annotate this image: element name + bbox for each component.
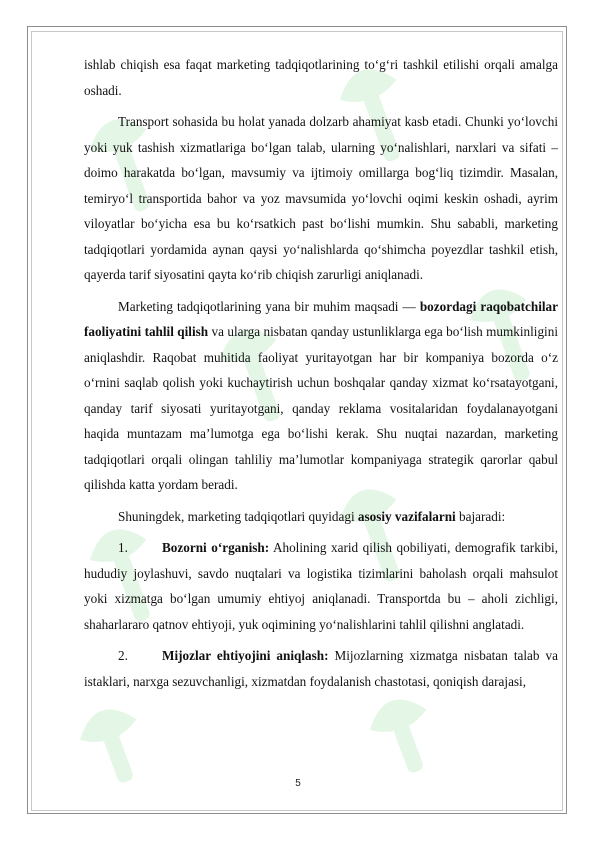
list-number: 1. [118, 540, 128, 555]
list-item-title: Bozorni o‘rganish: [162, 540, 270, 555]
list-item-2 [84, 643, 558, 694]
p3-bold: bozordagi raqobatchilar faoliyatini tahlil qilish [84, 298, 559, 339]
paragraph-3 [84, 294, 558, 498]
p4-bold: asosiy vazifalarni [357, 508, 456, 524]
list-item-text: Aholining xarid qilish qobiliyati, demografik tarkibi, hududiy joylashuvi, savdo nuqtalari va logistika tizimlarini baholash orqali mahsulot yoki xizmatga bo‘lgan umumiy ehtiyoj aniqlanadi. Transportda bu – aholi zichligi, shaharlararo qatnov ehtiyoji, yuk oqimining yo‘nalishlarini tahlil qilishni anglatadi. [84, 540, 559, 632]
p3-after: va ularga nisbatan qanday ustunliklarga ega bo‘lish mumkinligini aniqlashdir. Raqobat muhitida faoliyat yuritayotgan har bir kompaniya bozorda o‘z o‘rnini saqlab qolish yoki kuchaytirish uchun boshqalar qanday xizmat ko‘rsatayotgani, qanday tarif siyosati yuritayotgani, qanday reklama vositalaridan foydalanayotgani haqida muntazam ma’lumotga ega bo‘lishi kerak. Shu nuqtai nazardan, marketing tadqiqotlari orqali olingan tahliliy ma’lumotlar kompaniyaga strategik qarorlar qabul qilishda katta yordam beradi. [84, 324, 558, 492]
p3-before: Marketing tadqiqotlarining yana bir muhim maqsadi — [118, 298, 420, 314]
list-number: 2. [118, 648, 128, 663]
page-content [84, 52, 558, 700]
page-number: 5 [295, 778, 301, 789]
paragraph-2: Transport sohasida bu holat yanada dolzarb ahamiyat kasb etadi. Chunki yo‘lovchi yoki yuk tashish xizmatlariga bo‘lgan talab, ularning yo‘nalishlari, narxlari va sifati – doimo harakatda bo‘lgan, mavsumiy va ijtimoiy omillarga bog‘liq tizimdir. Masalan, temiryo‘l transportida bahor va yoz mavsumida yo‘lovchi oqimi keskin oshadi, ayrim viloyatlar bo‘yicha esa bu ko‘rsatkich past bo‘lishi mumkin. Shu sababli, marketing tadqiqotlari yordamida aynan qaysi yo‘nalishlarda qo‘shimcha poyezdlar tashkil etish, qayerda tarif siyosatini qayta ko‘rib chiqish zarurligi aniqlanadi. [84, 114, 558, 282]
paragraph-4 [84, 504, 558, 530]
list-item-1 [84, 535, 558, 637]
list-item-text: Mijozlarning xizmatga nisbatan talab va istaklari, narxga sezuvchanligi, xizmatdan foydalanish chastotasi, qoniqish darajasi, [84, 648, 558, 689]
paragraph-1: ishlab chiqish esa faqat marketing tadqiqotlarining to‘g‘ri tashkil etilishi orqali amalga oshadi. [84, 57, 558, 98]
p4-before: Shuningdek, marketing tadqiqotlari quyidagi [118, 508, 358, 524]
p4-after: bajaradi: [455, 508, 506, 524]
list-item-title: Mijozlar ehtiyojini aniqlash: [162, 648, 329, 663]
